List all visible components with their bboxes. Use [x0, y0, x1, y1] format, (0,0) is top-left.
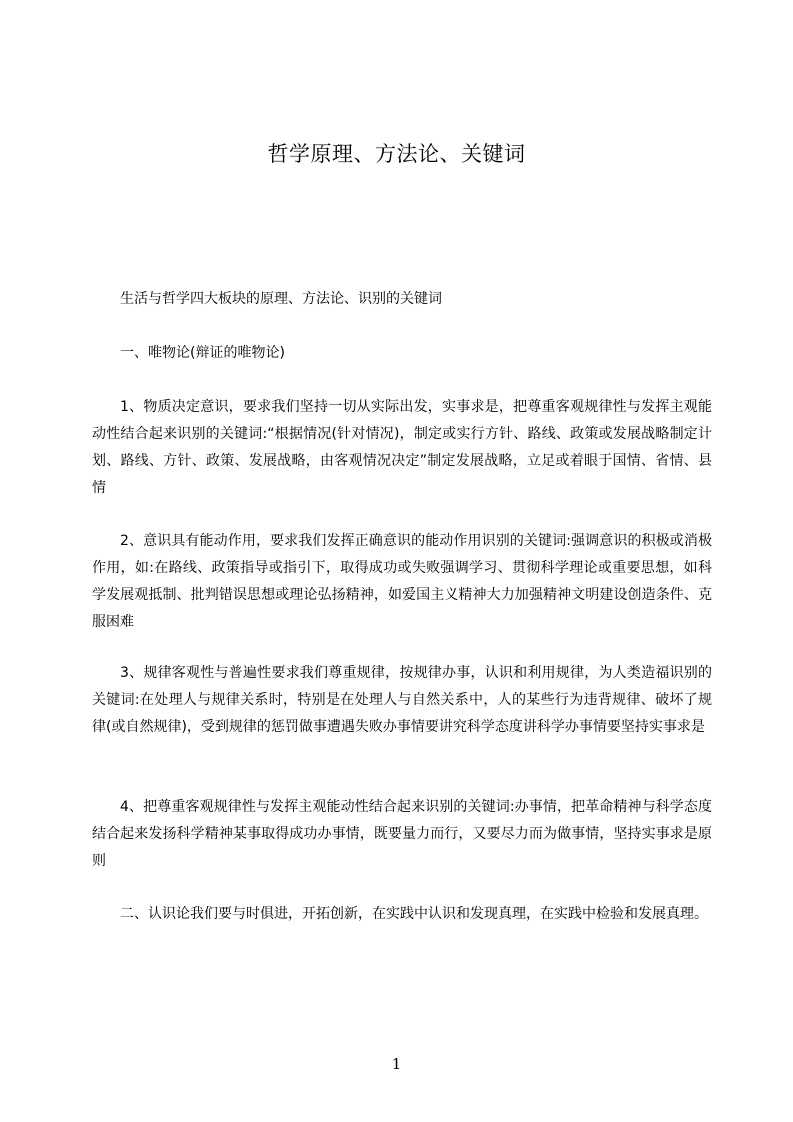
section-heading-materialism: 一、唯物论(辩证的唯物论)	[120, 345, 285, 361]
paragraph-3: 3、规律客观性与普遍性要求我们尊重规律，按规律办事，认识和利用规律，为人类造福识别的关键词:在处理人与规律关系时，特别是在处理人与自然关系中，人的某些行为违背规律、破坏了规律(或自然规律)，受到规律的惩罚做事遭遇失败办事情要讲究科学态度讲科学办事情要坚持实事求是	[92, 665, 712, 735]
page-number: 1	[391, 1055, 402, 1073]
section-heading-epistemology: 二、认识论我们要与时俱进，开拓创新，在实践中认识和发现真理，在实践中检验和发展真理。	[120, 906, 708, 922]
paragraph-1: 1、物质决定意识，要求我们坚持一切从实际出发，实事求是，把尊重客观规律性与发挥主观能动性结合起来识别的关键词:“根据情况(针对情况)，制定或实行方针、路线、政策或发展战略制定计划、路线、方针、政策、发展战略，由客观情况决定”制定发展战略，立足或着眼于国情、省情、县情	[92, 399, 712, 496]
document-title: 哲学原理、方法论、关键词	[267, 142, 526, 166]
paragraph-2: 2、意识具有能动作用，要求我们发挥正确意识的能动作用识别的关键词:强调意识的积极或消极作用，如:在路线、政策指导或指引下，取得成功或失败强调学习、贯彻科学理论或重要思想，如科学发展观抵制、批判错误思想或理论弘扬精神，如爱国主义精神大力加强精神文明建设创造条件、克服困难	[92, 533, 712, 630]
intro-paragraph: 生活与哲学四大板块的原理、方法论、识别的关键词	[120, 291, 442, 307]
paragraph-4: 4、把尊重客观规律性与发挥主观能动性结合起来识别的关键词:办事情，把革命精神与科学态度结合起来发扬科学精神某事取得成功办事情，既要量力而行，又要尽力而为做事情，坚持实事求是原则	[92, 799, 712, 869]
